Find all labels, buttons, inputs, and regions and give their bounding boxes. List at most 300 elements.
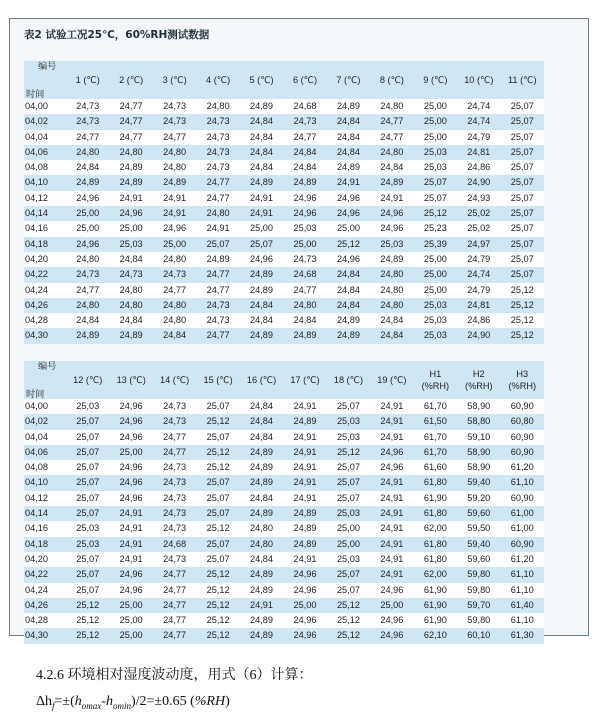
value-cell: 24,73 xyxy=(196,160,239,175)
value-cell: 25,12 xyxy=(327,445,370,460)
value-cell: 25,00 xyxy=(414,267,457,282)
value-cell: 24,91 xyxy=(196,221,239,236)
value-cell: 24,96 xyxy=(283,583,326,598)
value-cell: 24,96 xyxy=(109,567,152,582)
table-row xyxy=(24,430,544,445)
value-cell: 25,07 xyxy=(414,175,457,190)
value-cell: 61,70 xyxy=(414,445,457,460)
value-cell: 25,07 xyxy=(66,552,109,567)
value-cell: 24,79 xyxy=(457,130,500,145)
value-cell: 24,84 xyxy=(370,160,413,175)
value-cell: 24,84 xyxy=(327,145,370,160)
value-cell: 24,89 xyxy=(327,99,370,114)
value-cell: 24,91 xyxy=(370,506,413,521)
value-cell: 58,90 xyxy=(457,445,500,460)
time-cell: 04,12 xyxy=(24,491,66,506)
value-cell: 25,07 xyxy=(66,475,109,490)
value-cell: 62,00 xyxy=(414,521,457,536)
value-cell: 24,73 xyxy=(66,267,109,282)
time-cell: 04,10 xyxy=(24,175,66,190)
value-cell: 25,07 xyxy=(501,252,544,267)
value-cell: 24,80 xyxy=(240,537,283,552)
value-cell: 60,90 xyxy=(501,399,544,414)
time-cell: 04,22 xyxy=(24,567,66,582)
value-cell: 24,73 xyxy=(196,313,239,328)
value-cell: 24,89 xyxy=(283,414,326,429)
value-cell: 61,80 xyxy=(414,475,457,490)
value-cell: 24,96 xyxy=(109,206,152,221)
value-cell: 24,77 xyxy=(153,628,196,643)
value-cell: 25,12 xyxy=(196,598,239,613)
value-cell: 24,84 xyxy=(109,252,152,267)
value-cell: 60,90 xyxy=(501,491,544,506)
value-cell: 24,77 xyxy=(109,114,152,129)
value-cell: 24,96 xyxy=(153,221,196,236)
column-header: 9 (℃) xyxy=(414,61,457,99)
time-cell: 04,02 xyxy=(24,114,66,129)
value-cell: 61,90 xyxy=(414,491,457,506)
value-cell: 25,00 xyxy=(414,252,457,267)
value-cell: 25,07 xyxy=(66,414,109,429)
value-cell: 25,07 xyxy=(66,491,109,506)
value-cell: 59,60 xyxy=(457,506,500,521)
table-row xyxy=(24,237,544,252)
value-cell: 24,91 xyxy=(370,475,413,490)
value-cell: 25,07 xyxy=(414,191,457,206)
value-cell: 24,96 xyxy=(109,475,152,490)
corner-label-time: 时间 xyxy=(26,89,45,99)
value-cell: 24,73 xyxy=(153,491,196,506)
column-header: 15 (℃) xyxy=(196,361,239,399)
value-cell: 61,70 xyxy=(414,399,457,414)
value-cell: 24,89 xyxy=(240,613,283,628)
value-cell: 24,91 xyxy=(283,445,326,460)
value-cell: 24,77 xyxy=(196,175,239,190)
table-row xyxy=(24,283,544,298)
value-cell: 24,77 xyxy=(153,583,196,598)
value-cell: 24,91 xyxy=(240,598,283,613)
value-cell: 24,73 xyxy=(153,506,196,521)
time-cell: 04,22 xyxy=(24,267,66,282)
time-cell: 04,30 xyxy=(24,328,66,343)
value-cell: 25,00 xyxy=(370,598,413,613)
value-cell: 62,00 xyxy=(414,567,457,582)
value-cell: 24,89 xyxy=(240,283,283,298)
value-cell: 25,00 xyxy=(414,130,457,145)
data-table-temperature-12-19-humidity xyxy=(24,361,544,644)
value-cell: 24,73 xyxy=(283,252,326,267)
value-cell: 25,00 xyxy=(283,237,326,252)
value-cell: 25,02 xyxy=(457,206,500,221)
table-row xyxy=(24,613,544,628)
value-cell: 24,80 xyxy=(153,313,196,328)
value-cell: 24,96 xyxy=(370,583,413,598)
value-cell: 25,00 xyxy=(327,521,370,536)
value-cell: 24,80 xyxy=(283,298,326,313)
value-cell: 58,90 xyxy=(457,399,500,414)
value-cell: 24,89 xyxy=(66,175,109,190)
value-cell: 24,91 xyxy=(153,206,196,221)
table-row xyxy=(24,628,544,643)
value-cell: 25,12 xyxy=(196,567,239,582)
value-cell: 24,81 xyxy=(457,298,500,313)
value-cell: 25,03 xyxy=(370,237,413,252)
value-cell: 60,90 xyxy=(501,537,544,552)
value-cell: 61,70 xyxy=(414,430,457,445)
value-cell: 24,93 xyxy=(457,191,500,206)
table-row xyxy=(24,328,544,343)
value-cell: 60,80 xyxy=(501,414,544,429)
table-row xyxy=(24,221,544,236)
table-row xyxy=(24,537,544,552)
time-cell: 04,00 xyxy=(24,399,66,414)
value-cell: 24,81 xyxy=(457,145,500,160)
value-cell: 24,77 xyxy=(153,430,196,445)
corner-label-number: 编号 xyxy=(38,61,57,71)
value-cell: 25,07 xyxy=(327,567,370,582)
value-cell: 24,77 xyxy=(153,283,196,298)
time-cell: 04,20 xyxy=(24,252,66,267)
data-table-temperature-1-11 xyxy=(24,61,544,344)
value-cell: 24,84 xyxy=(240,552,283,567)
value-cell: 24,73 xyxy=(153,460,196,475)
value-cell: 25,07 xyxy=(327,475,370,490)
value-cell: 25,07 xyxy=(501,206,544,221)
value-cell: 25,12 xyxy=(501,298,544,313)
table-row xyxy=(24,460,544,475)
value-cell: 61,90 xyxy=(414,598,457,613)
table-row xyxy=(24,521,544,536)
value-cell: 24,89 xyxy=(240,628,283,643)
value-cell: 25,03 xyxy=(414,298,457,313)
value-cell: 24,80 xyxy=(109,298,152,313)
value-cell: 24,73 xyxy=(196,298,239,313)
value-cell: 25,00 xyxy=(327,221,370,236)
value-cell: 24,84 xyxy=(327,267,370,282)
value-cell: 24,77 xyxy=(66,283,109,298)
value-cell: 25,00 xyxy=(66,206,109,221)
value-cell: 24,77 xyxy=(196,283,239,298)
value-cell: 24,84 xyxy=(240,130,283,145)
formula-minus: - xyxy=(101,694,106,709)
value-cell: 24,77 xyxy=(283,283,326,298)
column-header: 11 (℃) xyxy=(501,61,544,99)
value-cell: 24,68 xyxy=(283,99,326,114)
value-cell: 24,91 xyxy=(109,552,152,567)
value-cell: 58,80 xyxy=(457,414,500,429)
value-cell: 24,89 xyxy=(327,160,370,175)
value-cell: 25,07 xyxy=(501,160,544,175)
value-cell: 24,73 xyxy=(153,267,196,282)
value-cell: 24,89 xyxy=(370,175,413,190)
time-cell: 04,16 xyxy=(24,521,66,536)
value-cell: 61,90 xyxy=(414,583,457,598)
table-row xyxy=(24,130,544,145)
formula-equation xyxy=(36,694,230,711)
table-row xyxy=(24,99,544,114)
column-header: 7 (℃) xyxy=(327,61,370,99)
value-cell: 24,96 xyxy=(109,491,152,506)
time-cell: 04,28 xyxy=(24,313,66,328)
value-cell: 24,89 xyxy=(240,506,283,521)
value-cell: 24,80 xyxy=(240,521,283,536)
value-cell: 61,10 xyxy=(501,613,544,628)
value-cell: 24,77 xyxy=(153,567,196,582)
value-cell: 61,90 xyxy=(414,613,457,628)
value-cell: 24,96 xyxy=(327,206,370,221)
value-cell: 24,86 xyxy=(457,313,500,328)
value-cell: 59,10 xyxy=(457,430,500,445)
value-cell: 24,73 xyxy=(109,267,152,282)
value-cell: 25,07 xyxy=(66,567,109,582)
value-cell: 25,12 xyxy=(327,613,370,628)
value-cell: 25,39 xyxy=(414,237,457,252)
value-cell: 24,84 xyxy=(240,399,283,414)
value-cell: 25,07 xyxy=(501,99,544,114)
value-cell: 24,84 xyxy=(66,313,109,328)
value-cell: 24,80 xyxy=(66,298,109,313)
corner-label-time: 时间 xyxy=(26,389,45,399)
table-row xyxy=(24,191,544,206)
value-cell: 25,03 xyxy=(66,537,109,552)
time-cell: 04,18 xyxy=(24,537,66,552)
value-cell: 25,00 xyxy=(109,598,152,613)
value-cell: 25,12 xyxy=(196,613,239,628)
value-cell: 59,40 xyxy=(457,537,500,552)
value-cell: 25,07 xyxy=(501,267,544,282)
value-cell: 25,07 xyxy=(327,583,370,598)
value-cell: 61,40 xyxy=(501,598,544,613)
value-cell: 25,03 xyxy=(414,328,457,343)
value-cell: 25,03 xyxy=(414,145,457,160)
time-cell: 04,00 xyxy=(24,99,66,114)
value-cell: 24,89 xyxy=(327,313,370,328)
value-cell: 24,91 xyxy=(109,506,152,521)
time-cell: 04,24 xyxy=(24,583,66,598)
value-cell: 24,89 xyxy=(283,328,326,343)
time-cell: 04,24 xyxy=(24,283,66,298)
table-row xyxy=(24,414,544,429)
value-cell: 24,84 xyxy=(283,160,326,175)
value-cell: 24,91 xyxy=(370,399,413,414)
table-row xyxy=(24,145,544,160)
value-cell: 24,84 xyxy=(240,313,283,328)
value-cell: 61,20 xyxy=(501,552,544,567)
value-cell: 61,10 xyxy=(501,475,544,490)
table-row xyxy=(24,313,544,328)
value-cell: 24,91 xyxy=(109,521,152,536)
value-cell: 24,79 xyxy=(457,283,500,298)
value-cell: 24,89 xyxy=(240,328,283,343)
time-cell: 04,30 xyxy=(24,628,66,643)
table-row xyxy=(24,552,544,567)
value-cell: 24,80 xyxy=(66,145,109,160)
value-cell: 59,80 xyxy=(457,567,500,582)
value-cell: 24,80 xyxy=(66,252,109,267)
value-cell: 25,07 xyxy=(196,491,239,506)
value-cell: 58,90 xyxy=(457,460,500,475)
value-cell: 24,96 xyxy=(109,430,152,445)
value-cell: 25,07 xyxy=(501,130,544,145)
value-cell: 25,12 xyxy=(327,628,370,643)
value-cell: 24,80 xyxy=(196,206,239,221)
value-cell: 24,77 xyxy=(109,99,152,114)
value-cell: 25,07 xyxy=(196,475,239,490)
value-cell: 60,90 xyxy=(501,430,544,445)
column-header: 18 (℃) xyxy=(327,361,370,399)
value-cell: 24,77 xyxy=(283,130,326,145)
value-cell: 61,50 xyxy=(414,414,457,429)
value-cell: 59,40 xyxy=(457,475,500,490)
value-cell: 24,89 xyxy=(196,252,239,267)
value-cell: 24,77 xyxy=(153,445,196,460)
value-cell: 61,80 xyxy=(414,552,457,567)
time-cell: 04,14 xyxy=(24,506,66,521)
value-cell: 62,10 xyxy=(414,628,457,643)
value-cell: 25,07 xyxy=(196,552,239,567)
value-cell: 25,02 xyxy=(457,221,500,236)
value-cell: 24,96 xyxy=(283,191,326,206)
value-cell: 24,74 xyxy=(457,267,500,282)
value-cell: 25,03 xyxy=(414,313,457,328)
formula-hmin: h xyxy=(105,694,113,709)
value-cell: 25,07 xyxy=(327,399,370,414)
value-cell: 25,07 xyxy=(501,191,544,206)
value-cell: 24,96 xyxy=(370,206,413,221)
value-cell: 25,00 xyxy=(414,114,457,129)
value-cell: 60,90 xyxy=(501,445,544,460)
time-cell: 04,02 xyxy=(24,414,66,429)
value-cell: 25,00 xyxy=(414,283,457,298)
value-cell: 25,03 xyxy=(414,160,457,175)
value-cell: 25,12 xyxy=(327,237,370,252)
value-cell: 25,12 xyxy=(196,414,239,429)
value-cell: 24,89 xyxy=(240,445,283,460)
value-cell: 25,07 xyxy=(196,430,239,445)
column-header: 2 (℃) xyxy=(109,61,152,99)
value-cell: 24,96 xyxy=(370,628,413,643)
time-cell: 04,18 xyxy=(24,237,66,252)
value-cell: 24,73 xyxy=(196,130,239,145)
value-cell: 25,00 xyxy=(283,598,326,613)
value-cell: 24,84 xyxy=(66,160,109,175)
column-header: 19 (℃) xyxy=(370,361,413,399)
value-cell: 25,07 xyxy=(501,175,544,190)
value-cell: 25,12 xyxy=(196,460,239,475)
value-cell: 24,89 xyxy=(370,252,413,267)
value-cell: 24,91 xyxy=(370,430,413,445)
value-cell: 25,00 xyxy=(153,237,196,252)
value-cell: 24,91 xyxy=(283,460,326,475)
value-cell: 25,07 xyxy=(66,506,109,521)
table-row xyxy=(24,506,544,521)
value-cell: 24,73 xyxy=(196,114,239,129)
value-cell: 61,00 xyxy=(501,506,544,521)
table-row xyxy=(24,252,544,267)
value-cell: 24,77 xyxy=(153,598,196,613)
value-cell: 24,84 xyxy=(240,145,283,160)
formula-unit: %RH xyxy=(194,694,226,709)
column-header: 3 (℃) xyxy=(153,61,196,99)
value-cell: 24,91 xyxy=(109,191,152,206)
value-cell: 61,80 xyxy=(414,537,457,552)
value-cell: 25,12 xyxy=(66,628,109,643)
value-cell: 61,80 xyxy=(414,506,457,521)
value-cell: 25,03 xyxy=(66,521,109,536)
value-cell: 24,90 xyxy=(457,328,500,343)
column-header-line: H3 xyxy=(516,369,529,379)
value-cell: 24,84 xyxy=(283,145,326,160)
value-cell: 24,89 xyxy=(109,328,152,343)
value-cell: 24,73 xyxy=(153,414,196,429)
time-cell: 04,20 xyxy=(24,552,66,567)
value-cell: 24,73 xyxy=(153,475,196,490)
value-cell: 25,07 xyxy=(196,537,239,552)
time-cell: 04,04 xyxy=(24,430,66,445)
value-cell: 24,91 xyxy=(240,191,283,206)
column-header xyxy=(501,361,544,399)
value-cell: 25,07 xyxy=(66,430,109,445)
value-cell: 24,96 xyxy=(327,252,370,267)
column-header: 16 (℃) xyxy=(240,361,283,399)
value-cell: 24,84 xyxy=(370,328,413,343)
value-cell: 25,07 xyxy=(501,114,544,129)
column-header: 6 (℃) xyxy=(283,61,326,99)
value-cell: 24,91 xyxy=(240,206,283,221)
value-cell: 24,77 xyxy=(153,130,196,145)
value-cell: 24,91 xyxy=(109,537,152,552)
value-cell: 24,73 xyxy=(153,552,196,567)
value-cell: 24,91 xyxy=(370,521,413,536)
value-cell: 24,96 xyxy=(283,206,326,221)
value-cell: 61,30 xyxy=(501,628,544,643)
table-header-row xyxy=(24,61,544,99)
value-cell: 59,80 xyxy=(457,583,500,598)
value-cell: 25,12 xyxy=(196,583,239,598)
value-cell: 24,84 xyxy=(327,298,370,313)
time-cell: 04,08 xyxy=(24,460,66,475)
formula-hmax: h xyxy=(74,694,82,709)
column-header: 1 (℃) xyxy=(66,61,109,99)
value-cell: 25,00 xyxy=(109,221,152,236)
value-cell: 24,96 xyxy=(327,191,370,206)
table-row xyxy=(24,399,544,414)
column-header-line: (%RH) xyxy=(465,381,493,391)
time-cell: 04,06 xyxy=(24,445,66,460)
value-cell: 25,07 xyxy=(327,460,370,475)
value-cell: 24,96 xyxy=(283,613,326,628)
table-frame xyxy=(9,18,589,641)
value-cell: 24,68 xyxy=(153,537,196,552)
time-cell: 04,28 xyxy=(24,613,66,628)
formula-lhs: Δh xyxy=(36,694,53,709)
value-cell: 24,73 xyxy=(196,145,239,160)
value-cell: 24,96 xyxy=(283,628,326,643)
value-cell: 24,80 xyxy=(196,99,239,114)
value-cell: 24,89 xyxy=(240,583,283,598)
value-cell: 25,03 xyxy=(327,552,370,567)
value-cell: 24,91 xyxy=(327,175,370,190)
value-cell: 25,12 xyxy=(196,628,239,643)
formula-eq-start: =±( xyxy=(54,694,75,709)
time-cell: 04,12 xyxy=(24,191,66,206)
value-cell: 24,91 xyxy=(283,430,326,445)
column-header: 13 (℃) xyxy=(109,361,152,399)
value-cell: 24,84 xyxy=(240,160,283,175)
value-cell: 25,07 xyxy=(327,491,370,506)
value-cell: 24,89 xyxy=(109,160,152,175)
value-cell: 25,03 xyxy=(283,221,326,236)
